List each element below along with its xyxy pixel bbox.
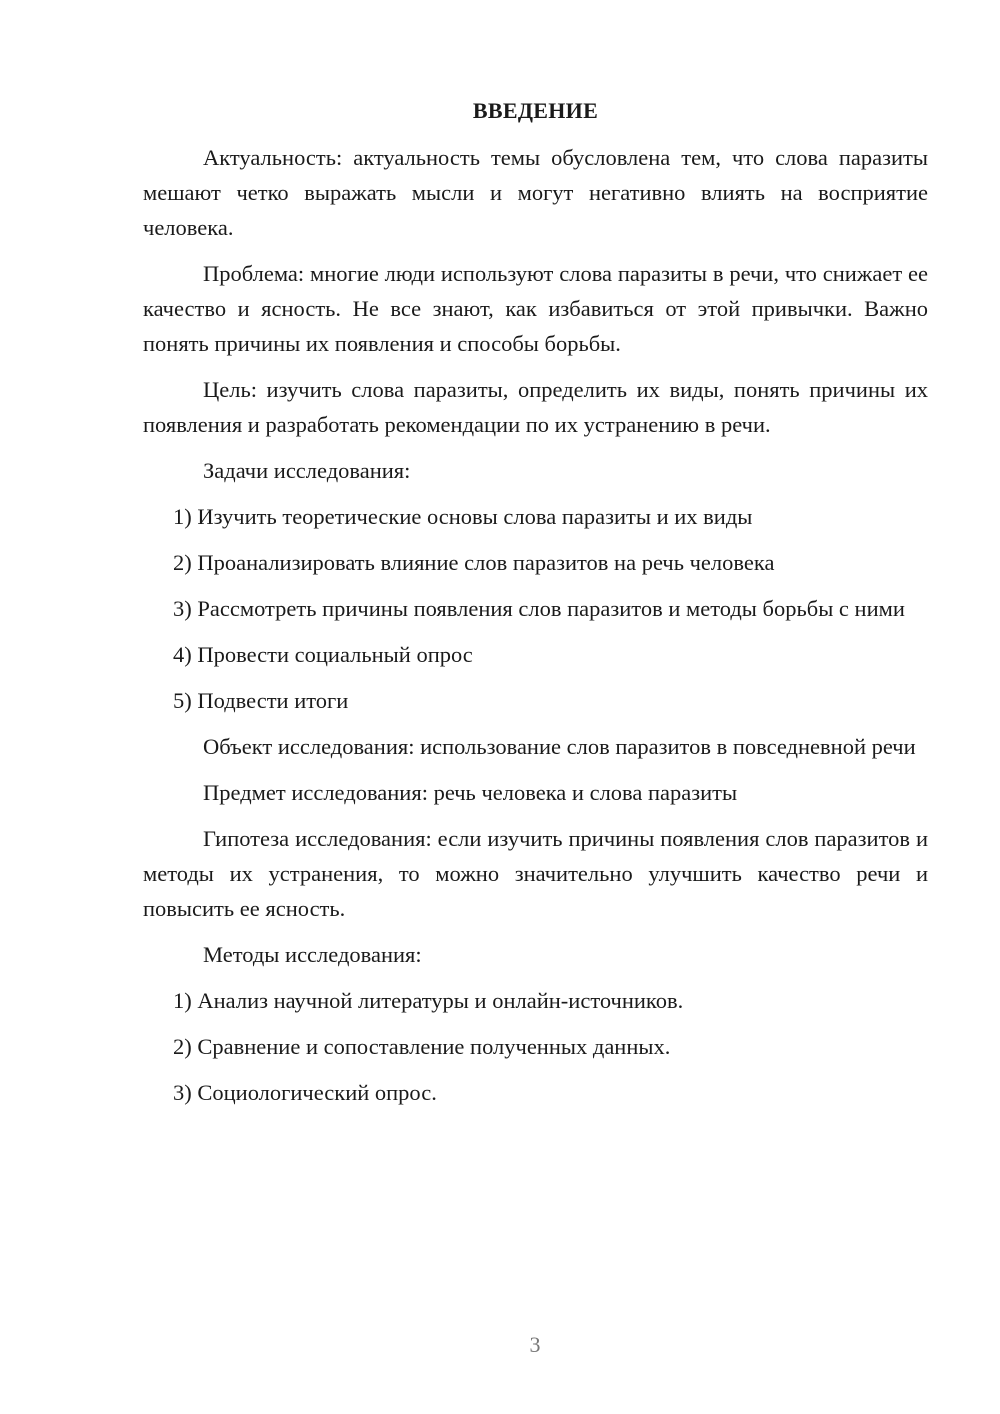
goal-paragraph: Цель: изучить слова паразиты, определить их виды, понять причины их появления и разработать рекомендации по их устранению в речи. bbox=[143, 377, 928, 437]
method-item: 3) Социологический опрос. bbox=[173, 1080, 437, 1105]
method-item: 2) Сравнение и сопоставление полученных данных. bbox=[173, 1034, 671, 1059]
page-number: 3 bbox=[529, 1332, 541, 1357]
document-content bbox=[143, 93, 928, 1121]
task-item: 1) Изучить теоретические основы слова паразиты и их виды bbox=[173, 504, 753, 529]
method-item: 1) Анализ научной литературы и онлайн-источников. bbox=[173, 988, 684, 1013]
task-item: 4) Провести социальный опрос bbox=[173, 642, 473, 667]
object-paragraph: Объект исследования: использование слов паразитов в повседневной речи bbox=[203, 734, 916, 759]
task-item: 5) Подвести итоги bbox=[173, 688, 349, 713]
subject-paragraph: Предмет исследования: речь человека и слова паразиты bbox=[203, 780, 738, 805]
task-item: 2) Проанализировать влияние слов паразитов на речь человека bbox=[173, 550, 775, 575]
section-heading: ВВЕДЕНИЕ bbox=[472, 98, 599, 123]
tasks-title: Задачи исследования: bbox=[203, 458, 411, 483]
problem-paragraph: Проблема: многие люди используют слова паразиты в речи, что снижает ее качество и ясность. Не все знают, как избавиться от этой привычки. Важно понять причины их появления и способы борьбы. bbox=[143, 261, 928, 356]
hypothesis-paragraph: Гипотеза исследования: если изучить причины появления слов паразитов и методы их устранения, то можно значительно улучшить качество речи и повысить ее ясность. bbox=[143, 826, 928, 921]
methods-title: Методы исследования: bbox=[203, 942, 422, 967]
task-item: 3) Рассмотреть причины появления слов паразитов и методы борьбы с ними bbox=[173, 596, 905, 621]
relevance-paragraph: Актуальность: актуальность темы обусловлена тем, что слова паразиты мешают четко выражать мысли и могут негативно влиять на восприятие человека. bbox=[143, 145, 928, 240]
